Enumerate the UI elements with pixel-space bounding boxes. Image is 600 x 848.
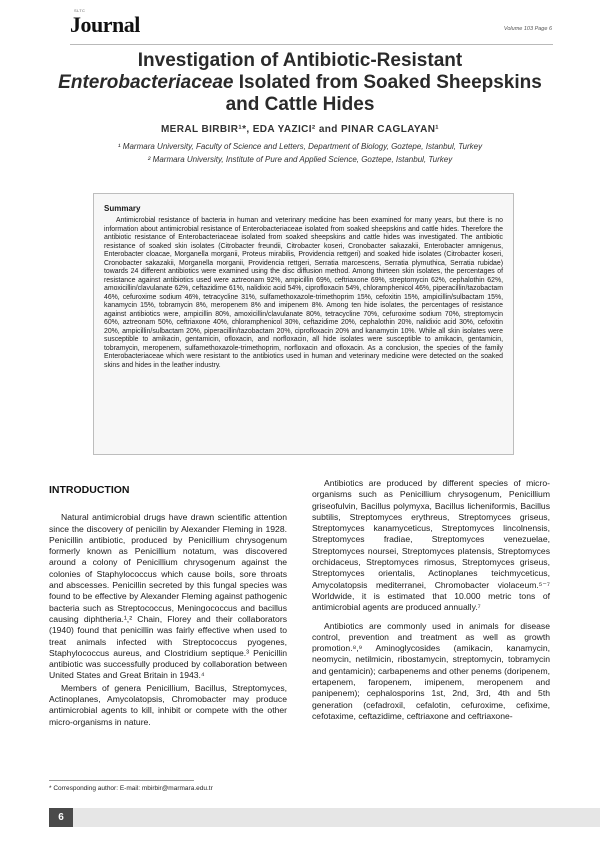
footer-bar	[49, 808, 600, 827]
intro-paragraph-1: Natural antimicrobial drugs have drawn scientific attention since the discovery of penicilin by Alexander Fleming in 1928. Penicillin antibiotic, produced by Penicillium chrysogenum formerly known as Penicillium notatum, was discovered around a colony of Penicillium chrysogenum against the colonies of Staphylococcus which cause boils, sore throats and abscesses. Penicillin secreted by this fungal species was found to be effective by Alexander Fleming against pathogenic bacteria such as Streptococcus, Meningococcus and bacillus causing diphtheria.¹,² Chain, Florey and their collaborators (1940) found that penicillin was fairly effective when used to treat animals infected with Streptococcus pyogenes, Staphylococcus aureus, and Clostridium septique.³ Penicillin antibiotic was successfully produced by collaboration between United States and Great Britain in 1943.⁴	[49, 512, 287, 681]
affiliation-2: ² Marmara University, Institute of Pure and Applied Science, Goztepe, Istanbul, Turkey	[147, 155, 453, 164]
title-line-2	[40, 72, 560, 94]
header-divider	[70, 44, 553, 45]
section-heading-introduction: INTRODUCTION	[49, 484, 130, 496]
title-line-1: Investigation of Antibiotic-Resistant	[137, 50, 463, 71]
footnote-divider	[49, 780, 194, 781]
logo-small-text: SLTC	[74, 8, 86, 13]
article-title	[40, 50, 560, 116]
affiliation-1: ¹ Marmara University, Faculty of Science and Letters, Department of Biology, Goztepe, Istanbul, Turkey	[117, 142, 483, 151]
title-line-2-rest: Isolated from Soaked Sheepskins	[233, 72, 542, 93]
intro-paragraph-3: Antibiotics are produced by different species of micro-organisms such as Penicillium chrysogenum, Penicillium griseofulvin, Bacillus polymyxa, Bacillus licheniformis, Bacillus subtilis, Streptomyces erythreus, Streptomyces griseus, Streptomyces kanamyceticus, Streptomyces lincolnensis, Streptomyces fradiae, Streptomyces venezuelae, Streptomyces noursei, Streptomyces platensis, Streptomyces orchidaceus, Streptomyces rimosus, Streptomyces griseus, Streptomyces orientalis, Actinoplanes teichmyceticus, Amycolatopsis mediterranei, Chromobacter violaceum.⁵⁻⁷ Worldwide, it is estimated that 10.000 metric tons of antimicrobial agents are produced annually.⁷	[312, 478, 550, 613]
left-column	[49, 485, 287, 728]
journal-logo	[70, 8, 140, 37]
intro-paragraph-2: Members of genera Penicillium, Bacillus, Streptomyces, Actinoplanes, Amycolatopsis, Chromobacter may produce antimicrobial agents to kill, inhibit or compete with the other micro-organisms in nature.	[49, 682, 287, 727]
right-column	[312, 478, 550, 722]
corresponding-author-footnote: * Corresponding author: E-mail: mbirbir@marmara.edu.tr	[49, 785, 213, 792]
title-italic-term: Enterobacteriaceae	[58, 72, 234, 93]
issue-info: Volume 103 Page 6	[503, 26, 552, 32]
summary-heading: Summary	[104, 204, 141, 213]
title-line-3: and Cattle Hides	[225, 94, 375, 115]
author-list: MERAL BIRBIR¹*, EDA YAZICI² and PINAR CAGLAYAN¹	[160, 124, 440, 135]
intro-paragraph-4: Antibiotics are commonly used in animals for disease control, prevention and treatment as well as growth promotion.⁸,⁹ Aminoglycosides (amikacin, kanamycin, neomycin, netilmicin, ribostamycin, streptomycin, tobramycin and gentamicin); carbapenems and other penems (doripenem, ertapenem, faropenem, imipenem, meropenem and panipenem); cephalosporins 1st, 2nd, 3rd, 4th and 5th generation (cefadroxil, cefalotin, cefuroxime, cefixime, cefotaxime, ceftazidime, ceftriaxone and ceftriaxone-	[312, 620, 550, 721]
summary-text: Antimicrobial resistance of bacteria in human and veterinary medicine has been examined for many years, but there is no information about antimicrobial resistance of Enterobacteriaceae isolated from soaked sheepskins and cattle hides. Therefore the antibiotic resistance of Enterobacteriaceae isolated from soaked sheepskins and cattle hides was investigated. The antibiotic resistance of soaked skin isolates (Citrobacter freundii, Citrobacter koseri, Cronobacter sakazakii, Enterobacter amnigenus, Enterobacter cloacae, Morganella morganii, Proteus mirabilis, Providencia rettgeri) and soaked hide isolates (Citrobacter koseri, Cronobacter sakazakii, Morganella morganii, Providencia rettgeri, Serratia marcescens, Serratia plymuthica, Serratia rubidae) towards 24 different antibiotics were examined using the disc diffusion method. Among thirteen skin isolates, the percentages of resistance against antibiotics used were aztreonam 92%, ampicillin 69%, ceftriaxone 69%, streptomycin 62%, cephalothin 62%, amoxicillin/clavulanate 62%, ceftazidime 61%, nalidixic acid 54%, ciprofloxacin 54%, chloramphenicol 46%, piperacillin/tazobactam 46%, cefuroxime sodium 46%, tetracycline 31%, sulfamethoxazole-trimethoprim 15%, cefoxitin 15%, ampicillin/sulbactam 15%, kanamycin 15%, tobramycin 8%, meropenem 8% and imipenem 8%. Among ten hide isolates, the percentages of resistance against antibiotics were, ampicillin 80%, amoxicillin/clavulanate 80%, tetracycline 70%, cefuroxime sodium 70%, streptomycin 60%, aztreonam 50%, ceftriaxone 40%, chloramphenicol 30%, ceftazidime 20%, cephalothin 20%, nalidixic acid 30%, cefoxitin 20%, ampicillin/sulbactam 20%, piperacillin/tazobactam 20%, ciprofloxacin 20% and kanamycin 10%. While all skin isolates were susceptible to amikacin, gentamicin, ofloxacin, and norfloxacin, all hide isolates were susceptible to amikacin, gentamicin, tobramycin, meropenem, sulfamethoxazole-trimethoprim, norfloxacin and ofloxacin. As a conclusion, the species of the family Enterobacteriaceae which were resistant to the antibiotics used in human and veterinary medicine were detected on the soaked skins and hides in the leather industry.	[104, 217, 503, 369]
logo-main-text: Journal	[70, 12, 140, 37]
page-number: 6	[49, 808, 73, 827]
summary-box	[93, 193, 514, 455]
